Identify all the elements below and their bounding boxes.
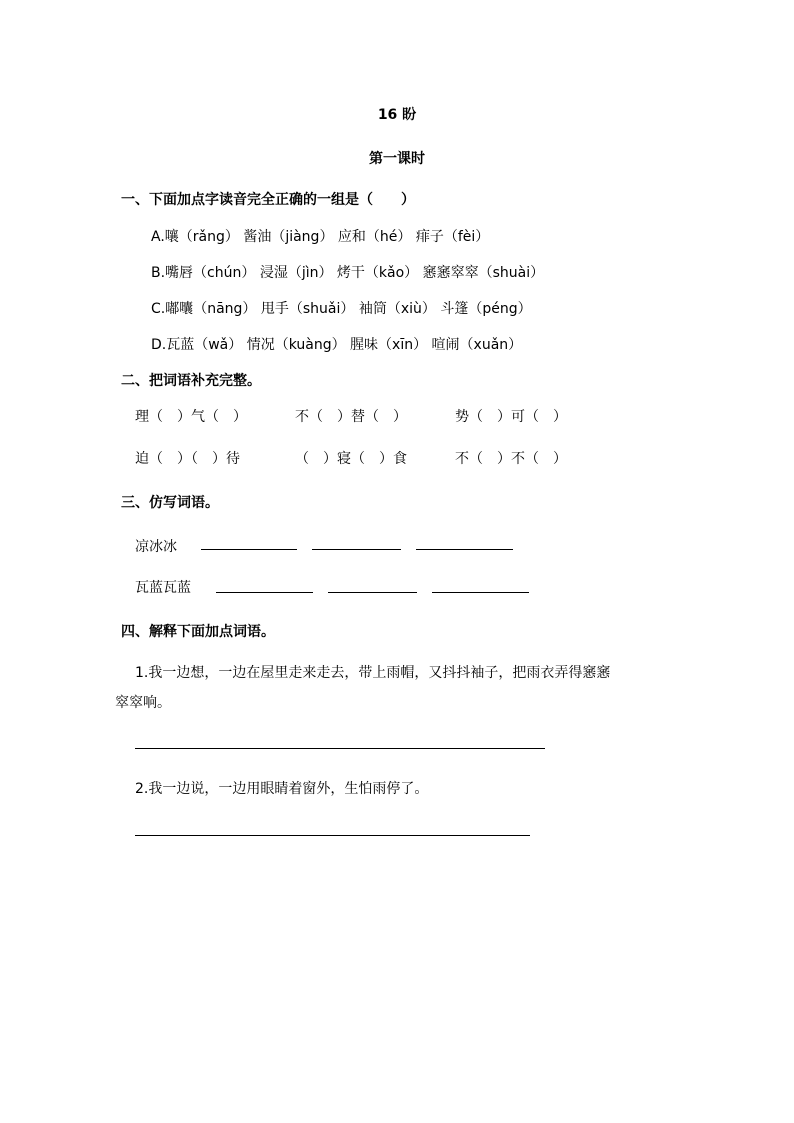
q3-heading: 三、仿写词语。 [121,495,219,511]
answer-blank[interactable] [432,592,529,593]
answer-blank[interactable] [201,549,297,550]
q4-sentence-1: 1.我一边想，一边在屋里走来走去，带上雨帽，又抖抖袖子，把雨衣弄得窸窸 [135,665,611,681]
lesson-title: 16 盼 [377,107,417,123]
q2-idiom-6: 不（ ）不（ ） [455,451,567,467]
q1-option-d: D.瓦蓝（wǎ） 情况（kuàng） 腥味（xīn） 喧闹（xuǎn） [151,337,523,353]
q1-option-c: C.嘟囔（nāng） 甩手（shuǎi） 袖筒（xiù） 斗篷（péng） [151,301,532,317]
q1-option-b: B.嘴唇（chún） 浸湿（jìn） 烤干（kǎo） 窸窸窣窣（shuài） [151,265,545,281]
answer-line[interactable] [135,835,530,836]
answer-blank[interactable] [328,592,417,593]
q2-idiom-3: 势（ ）可（ ） [455,409,567,425]
q2-idiom-2: 不（ ）替（ ） [295,409,407,425]
q3-example-1: 凉冰冰 [135,539,177,555]
q2-idiom-4: 迫（ ）（ ）待 [135,451,240,467]
q2-idiom-5: （ ）寝（ ）食 [295,451,407,467]
answer-blank[interactable] [416,549,513,550]
q1-option-a: A.嚷（rǎng） 酱油（jiàng） 应和（hé） 痱子（fèi） [151,229,490,245]
q2-idiom-1: 理（ ）气（ ） [135,409,247,425]
answer-blank[interactable] [216,592,313,593]
answer-blank[interactable] [312,549,401,550]
q1-heading: 一、下面加点字读音完全正确的一组是（ ） [121,192,415,208]
q2-heading: 二、把词语补充完整。 [121,373,261,389]
answer-line[interactable] [135,748,545,749]
q4-sentence-2: 2.我一边说，一边用眼睛着窗外，生怕雨停了。 [135,781,429,797]
q4-heading: 四、解释下面加点词语。 [121,624,275,640]
q3-example-2: 瓦蓝瓦蓝 [135,580,191,596]
q4-sentence-1-continued: 窣窣响。 [115,695,171,711]
lesson-subtitle: 第一课时 [369,151,425,167]
